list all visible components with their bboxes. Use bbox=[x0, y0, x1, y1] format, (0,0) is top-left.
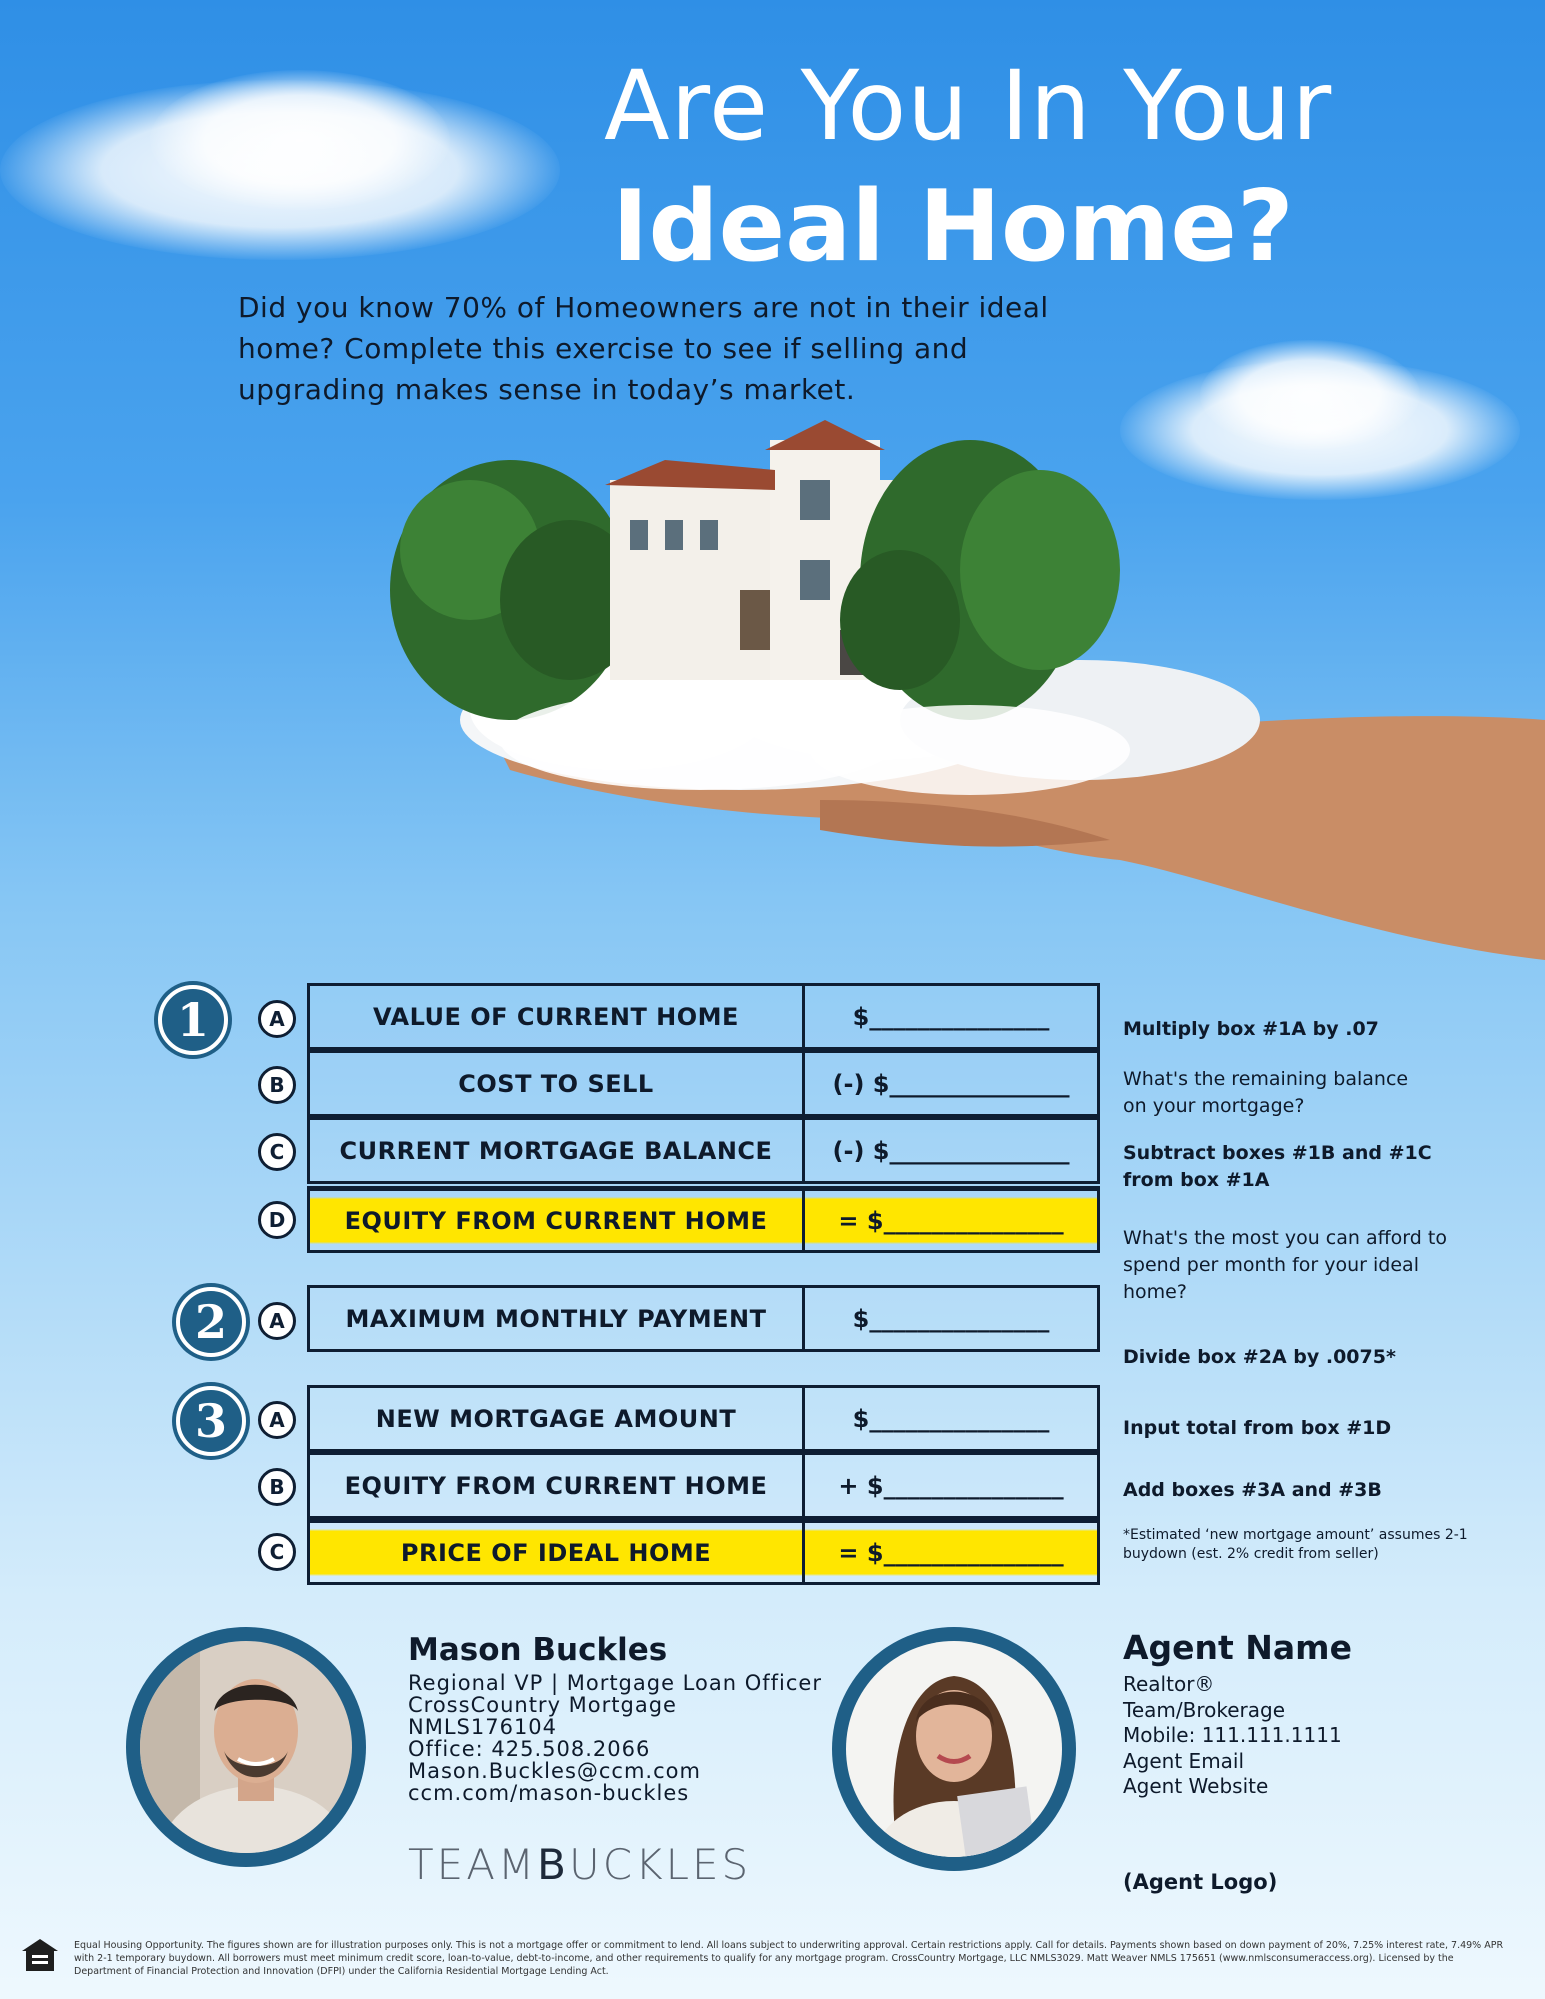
loan-officer-details bbox=[408, 1672, 822, 1804]
row-label: CURRENT MORTGAGE BALANCE bbox=[310, 1120, 805, 1181]
agent-brokerage: Team/Brokerage bbox=[1123, 1697, 1285, 1722]
row-1b-letter: B bbox=[258, 1066, 296, 1104]
logo-text-uckles: UCKLES bbox=[569, 1840, 752, 1889]
agent-avatar bbox=[846, 1641, 1062, 1857]
intro-text: Did you know 70% of Homeowners are not in their ideal home? Complete this exercise to see if selling and upgrading makes sense in today’s market. bbox=[238, 291, 1049, 406]
note-3a: Input total from box #1D bbox=[1123, 1417, 1392, 1439]
row-3b-letter: B bbox=[258, 1468, 296, 1506]
agent-role: Realtor® bbox=[1123, 1672, 1215, 1696]
row-label: EQUITY FROM CURRENT HOME bbox=[310, 1455, 805, 1516]
loan-officer-title: Regional VP | Mortgage Loan Officer bbox=[408, 1671, 822, 1695]
note-2a-question: What's the most you can afford to spend per month for your ideal home? bbox=[1123, 1227, 1447, 1303]
note-1b: What's the remaining balance on your mortgage? bbox=[1123, 1068, 1409, 1117]
form-row-1a bbox=[307, 983, 1100, 1050]
note-1a: Multiply box #1A by .07 bbox=[1123, 1018, 1379, 1040]
row-value-field[interactable]: (-) $_______________ bbox=[832, 1136, 1070, 1165]
equal-housing-icon bbox=[20, 1937, 60, 1973]
loan-officer-nmls: NMLS176104 bbox=[408, 1715, 558, 1739]
form-row-1d bbox=[307, 1186, 1100, 1253]
step-2-badge: 2 bbox=[176, 1287, 246, 1357]
legal-disclaimer: Equal Housing Opportunity. The figures shown are for illustration purposes only. This is not a mortgage offer or commitment to lend. All loans subject to underwriting approval. Certain restrictions apply. Call for details. Payments shown based on down payment of 20%, 7.25% interest rate, 7.49% APR with 2-1 temporary buydown. All borrowers must meet minimum credit score, loan-to-value, debt-to-income, and other requirements to qualify for any mortgage program. CrossCountry Mortgage, LLC NMLS3029. Matt Weaver NMLS 175651 (www.nmlsconsumeraccess.org). Licensed by the Department of Financial Protection and Innovation (DFPI) under the California Residential Mortgage Lending Act. bbox=[74, 1940, 1504, 1977]
row-3c-letter: C bbox=[258, 1533, 296, 1571]
loan-officer-company: CrossCountry Mortgage bbox=[408, 1693, 677, 1717]
note-2a-divide: Divide box #2A by .0075* bbox=[1123, 1346, 1396, 1368]
row-value-field[interactable]: + $_______________ bbox=[838, 1471, 1064, 1500]
row-1c-letter: C bbox=[258, 1133, 296, 1171]
row-label: VALUE OF CURRENT HOME bbox=[310, 986, 805, 1047]
page-title-line1: Are You In Your bbox=[604, 50, 1333, 162]
loan-officer-name: Mason Buckles bbox=[408, 1632, 668, 1668]
form-row-3b bbox=[307, 1452, 1100, 1519]
cloud-top-left-puff bbox=[150, 70, 450, 210]
logo-text-team: TEAM bbox=[408, 1840, 538, 1889]
row-value-field[interactable]: $_______________ bbox=[852, 1002, 1050, 1031]
note-3b: Add boxes #3A and #3B bbox=[1123, 1479, 1382, 1501]
team-buckles-logo bbox=[408, 1840, 751, 1889]
agent-details bbox=[1123, 1672, 1342, 1800]
row-value-field[interactable]: $_______________ bbox=[852, 1404, 1050, 1433]
row-value-field[interactable]: (-) $_______________ bbox=[832, 1069, 1070, 1098]
row-1a-letter: A bbox=[258, 1000, 296, 1038]
loan-officer-avatar bbox=[140, 1641, 352, 1853]
hero-house-illustration bbox=[320, 420, 1545, 960]
agent-mobile: Mobile: 111.111.1111 bbox=[1123, 1723, 1342, 1747]
row-label: EQUITY FROM CURRENT HOME bbox=[310, 1191, 805, 1250]
row-value-field[interactable]: = $_______________ bbox=[805, 1523, 1097, 1582]
form-row-3a bbox=[307, 1385, 1100, 1452]
loan-officer-office-phone: Office: 425.508.2066 bbox=[408, 1737, 651, 1761]
row-value-field[interactable]: $_______________ bbox=[852, 1304, 1050, 1333]
note-1c: Subtract boxes #1B and #1C from box #1A bbox=[1123, 1142, 1432, 1191]
step-3-badge: 3 bbox=[176, 1386, 246, 1456]
row-label: NEW MORTGAGE AMOUNT bbox=[310, 1388, 805, 1449]
row-2a-letter: A bbox=[258, 1302, 296, 1340]
row-1d-letter: D bbox=[258, 1201, 296, 1239]
row-label: COST TO SELL bbox=[310, 1053, 805, 1114]
page-title-line2: Ideal Home? bbox=[612, 170, 1294, 284]
note-buydown-footnote: *Estimated ‘new mortgage amount’ assumes 2-1 buydown (est. 2% credit from seller) bbox=[1123, 1527, 1468, 1562]
row-3a-letter: A bbox=[258, 1401, 296, 1439]
agent-logo-placeholder: (Agent Logo) bbox=[1123, 1870, 1278, 1894]
loan-officer-website[interactable]: ccm.com/mason-buckles bbox=[408, 1781, 690, 1805]
form-row-3c bbox=[307, 1518, 1100, 1585]
form-row-2a bbox=[307, 1285, 1100, 1352]
agent-email[interactable]: Agent Email bbox=[1123, 1748, 1245, 1773]
step-1-badge: 1 bbox=[158, 985, 228, 1055]
row-label: PRICE OF IDEAL HOME bbox=[310, 1523, 805, 1582]
agent-name: Agent Name bbox=[1123, 1628, 1352, 1667]
agent-website[interactable]: Agent Website bbox=[1123, 1774, 1269, 1798]
row-label: MAXIMUM MONTHLY PAYMENT bbox=[310, 1288, 805, 1349]
form-row-1c bbox=[307, 1117, 1100, 1184]
loan-officer-email[interactable]: Mason.Buckles@ccm.com bbox=[408, 1759, 701, 1783]
row-value-field[interactable]: = $_______________ bbox=[805, 1191, 1097, 1250]
form-row-1b bbox=[307, 1050, 1100, 1117]
logo-text-b: B bbox=[537, 1840, 569, 1889]
